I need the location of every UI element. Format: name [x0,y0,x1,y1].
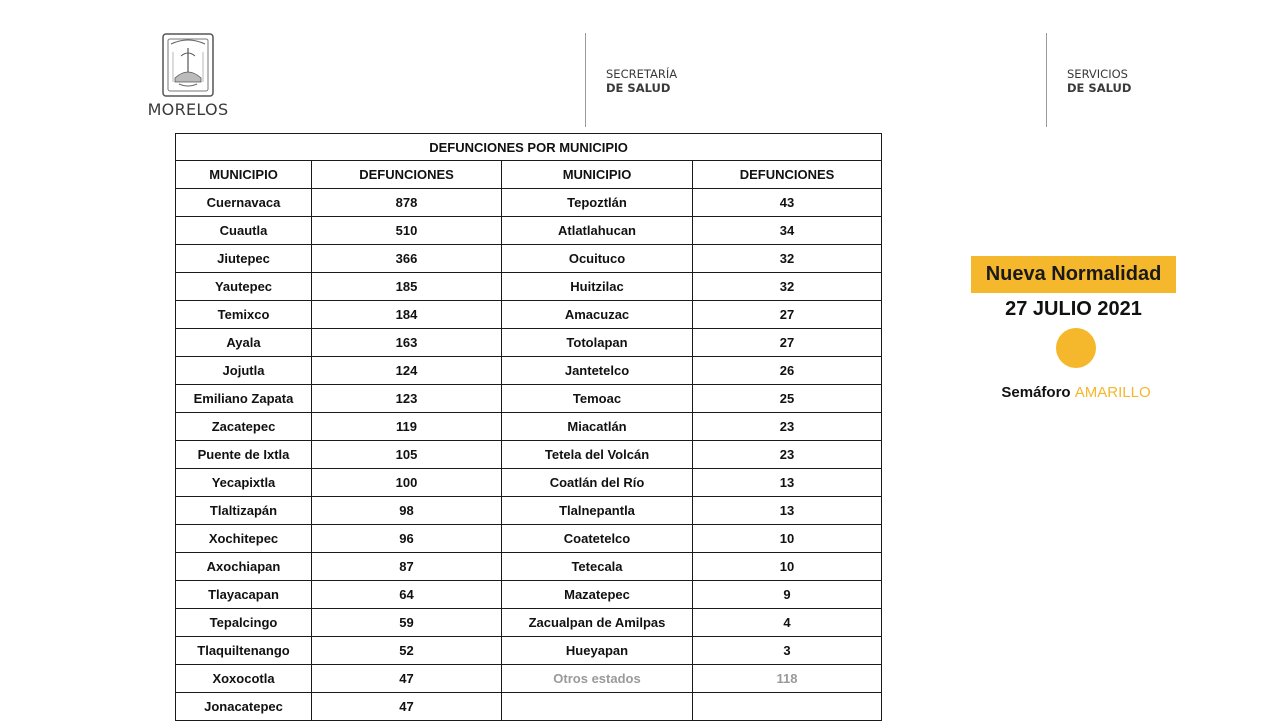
table-caption-row [176,134,882,161]
municipio-cell: Tlaquiltenango [176,637,312,665]
nueva-normalidad-badge: Nueva Normalidad [971,256,1176,293]
defunciones-cell: 13 [693,469,882,497]
semaforo-status [968,384,1184,401]
table-row [176,385,882,413]
defunciones-cell: 26 [693,357,882,385]
column-header: MUNICIPIO [502,161,693,189]
column-header: DEFUNCIONES [312,161,502,189]
defunciones-cell: 878 [312,189,502,217]
column-header: DEFUNCIONES [693,161,882,189]
defunciones-cell: 3 [693,637,882,665]
municipio-cell: Axochiapan [176,553,312,581]
municipio-cell: Yautepec [176,273,312,301]
table-row [176,693,882,721]
defunciones-cell: 23 [693,413,882,441]
table-row [176,273,882,301]
municipio-cell: Tetela del Volcán [502,441,693,469]
morelos-logo [143,32,233,122]
column-header: MUNICIPIO [176,161,312,189]
municipio-cell [502,693,693,721]
defunciones-table [175,133,882,721]
defunciones-cell: 47 [312,665,502,693]
municipio-cell: Amacuzac [502,301,693,329]
table-row [176,357,882,385]
table-row [176,525,882,553]
servicios-line1: SERVICIOS [1067,67,1128,81]
table-row [176,637,882,665]
municipio-cell: Tepalcingo [176,609,312,637]
municipio-cell: Jantetelco [502,357,693,385]
municipio-cell: Temixco [176,301,312,329]
defunciones-cell: 32 [693,273,882,301]
defunciones-cell: 98 [312,497,502,525]
defunciones-cell: 10 [693,525,882,553]
municipio-cell: Cuautla [176,217,312,245]
defunciones-cell: 184 [312,301,502,329]
municipio-cell: Jojutla [176,357,312,385]
table-row [176,245,882,273]
table-row [176,217,882,245]
defunciones-cell: 510 [312,217,502,245]
defunciones-cell: 105 [312,441,502,469]
servicios-line2: DE SALUD [1067,81,1132,95]
municipio-cell: Xoxocotla [176,665,312,693]
municipio-cell: Zacualpan de Amilpas [502,609,693,637]
municipio-cell: Coatlán del Río [502,469,693,497]
defunciones-cell: 27 [693,301,882,329]
defunciones-cell: 25 [693,385,882,413]
defunciones-cell: 9 [693,581,882,609]
defunciones-cell [693,693,882,721]
defunciones-cell: 13 [693,497,882,525]
municipio-cell: Ayala [176,329,312,357]
municipio-cell: Jiutepec [176,245,312,273]
defunciones-cell: 43 [693,189,882,217]
defunciones-cell: 123 [312,385,502,413]
defunciones-cell: 366 [312,245,502,273]
municipio-cell: Otros estados [502,665,693,693]
semaforo-color-word: AMARILLO [1074,384,1151,401]
table-row [176,301,882,329]
table-row [176,553,882,581]
defunciones-cell: 87 [312,553,502,581]
semaforo-label: Semáforo [1001,384,1071,401]
defunciones-cell: 124 [312,357,502,385]
servicios-de-salud-label [1067,67,1131,95]
defunciones-cell: 96 [312,525,502,553]
defunciones-cell: 64 [312,581,502,609]
municipio-cell: Tlalnepantla [502,497,693,525]
secretaria-line2: DE SALUD [606,81,671,95]
table-row [176,665,882,693]
defunciones-cell: 52 [312,637,502,665]
municipio-cell: Ocuituco [502,245,693,273]
defunciones-cell: 100 [312,469,502,497]
municipio-cell: Yecapixtla [176,469,312,497]
municipio-cell: Cuernavaca [176,189,312,217]
defunciones-cell: 32 [693,245,882,273]
table-caption: DEFUNCIONES POR MUNICIPIO [176,134,882,161]
header-divider [585,33,586,127]
report-date: 27 JULIO 2021 [1005,298,1142,320]
table-row [176,469,882,497]
semaforo-dot-icon [1056,328,1096,368]
table-row [176,497,882,525]
defunciones-cell: 119 [312,413,502,441]
defunciones-cell: 118 [693,665,882,693]
municipio-cell: Huitzilac [502,273,693,301]
municipio-cell: Zacatepec [176,413,312,441]
table-row [176,413,882,441]
municipio-cell: Atlatlahucan [502,217,693,245]
municipio-cell: Miacatlán [502,413,693,441]
municipio-cell: Tlaltizapán [176,497,312,525]
secretaria-line1: SECRETARÍA [606,67,678,81]
defunciones-cell: 47 [312,693,502,721]
table-row [176,581,882,609]
header-divider [1046,33,1047,127]
table-row [176,441,882,469]
municipio-cell: Mazatepec [502,581,693,609]
municipio-cell: Hueyapan [502,637,693,665]
municipio-cell: Tlayacapan [176,581,312,609]
defunciones-cell: 34 [693,217,882,245]
table-row [176,609,882,637]
defunciones-cell: 59 [312,609,502,637]
morelos-coat-of-arms-icon [161,32,215,98]
municipio-cell: Coatetelco [502,525,693,553]
defunciones-cell: 23 [693,441,882,469]
defunciones-cell: 4 [693,609,882,637]
defunciones-cell: 185 [312,273,502,301]
state-name: MORELOS [147,100,229,119]
defunciones-cell: 10 [693,553,882,581]
municipio-cell: Jonacatepec [176,693,312,721]
municipio-cell: Tepoztlán [502,189,693,217]
defunciones-cell: 27 [693,329,882,357]
table-row [176,329,882,357]
municipio-cell: Puente de Ixtla [176,441,312,469]
defunciones-cell: 163 [312,329,502,357]
municipio-cell: Emiliano Zapata [176,385,312,413]
secretaria-de-salud-label [606,67,677,95]
municipio-cell: Temoac [502,385,693,413]
table-header-row [176,161,882,189]
table-row [176,189,882,217]
municipio-cell: Totolapan [502,329,693,357]
municipio-cell: Tetecala [502,553,693,581]
municipio-cell: Xochitepec [176,525,312,553]
